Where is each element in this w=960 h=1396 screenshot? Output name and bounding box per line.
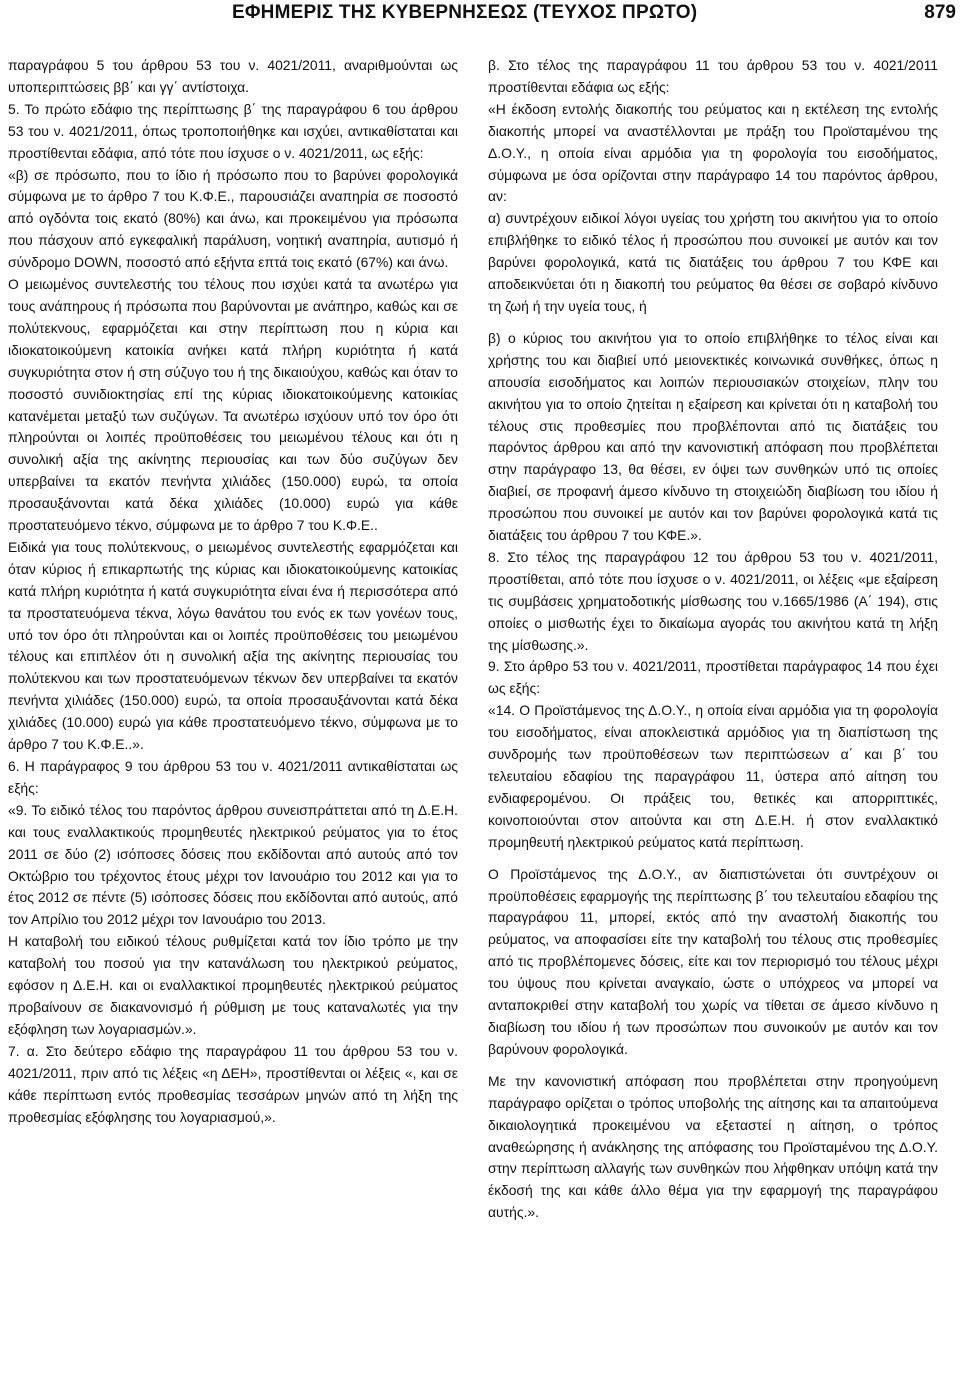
paragraph: παραγράφου 5 του άρθρου 53 του ν. 4021/2011, αναριθμούνται ως υποπεριπτώσεις ββ΄ και γγ΄ αντίστοιχα. <box>8 57 458 95</box>
left-column <box>8 55 458 1128</box>
paragraph: «Η έκδοση εντολής διακοπής του ρεύματος και η εκτέλεση της εντολής διακοπής μπορεί να αναστέλλονται με πράξη του Προϊσταμένου της Δ.Ο.Υ., η οποία είναι αρμόδια για τη φορολογία του εισοδήματος, σύμφωνα με όσα ορίζονται στην παράγραφο 14 του παρόντος άρθρου, αν: <box>488 100 938 205</box>
paragraph: 9. Στο άρθρο 53 του ν. 4021/2011, προστίθεται παράγραφος 14 που έχει ως εξής: <box>488 658 938 697</box>
paragraph: 7. α. Στο δεύτερο εδάφιο της παραγράφου 11 του άρθρου 53 του ν. 4021/2011, πριν από τις λέξεις «η ΔΕΗ», προστίθενται οι λέξεις «, και σε κάθε περίπτωση εντός προθεσμίας τεσσάρων μηνών από τη λήξη της προθεσμίας εξόφλησης του λογαριασμού,». <box>8 1042 458 1125</box>
paragraph: β. Στο τέλος της παραγράφου 11 του άρθρου 53 του ν. 4021/2011 προστίθενται εδάφια ως εξής: <box>488 57 938 95</box>
paragraph: 8. Στο τέλος της παραγράφου 12 του άρθρου 53 του ν. 4021/2011, προστίθεται, από τότε που ίσχυσε ο ν. 4021/2011, οι λέξεις «με εξαίρεση τις συμβάσεις χρηματοδοτικής μίσθωσης του ν.1665/1986 (Α΄ 194), στις οποίες ο μισθωτής έχει το δικαίωμα αγοράς του ακινήτου κατά τη λήξη της μίσθωσης.». <box>488 548 938 653</box>
paragraph: Ο Προϊστάμενος της Δ.Ο.Υ., αν διαπιστώνεται ότι συντρέχουν οι προϋποθέσεις εφαρμογής της περίπτωσης β΄ του τελευταίου εδαφίου της παραγράφου 11, μπορεί, εκτός από την αναστολή διακοπής του ρεύματος, να αποφασίσει είτε την καταβολή του τέλους στις προθεσμίες από τις προβλέπομενες δόσεις, είτε και τον περιορισμό του τέλους μέχρι του ύψους που κρίνεται αναγκαίο, ώστε ο υπόχρεος να μπορεί να ανταποκριθεί στην καταβολή του χωρίς να τίθεται σε άμεσο κίνδυνο η διαβίωση του ιδίου ή των προσώπων που συνοικούν με αυτόν και τον βαρύνουν φορολογικά. <box>488 865 938 1057</box>
paragraph: Ειδικά για τους πολύτεκνους, ο μειωμένος συντελεστής εφαρμόζεται και όταν κύριος ή επικαρπωτής της κύριας και ιδιοκατοικούμενης κατοικίας κατά πλήρη κυριότητα ή κατά συγκυριότητα είναι ένα ή περισσότερα από τα προστατευόμενα τέκνα, λόγω θανάτου του ενός εκ των γονέων τους, υπό τον όρο ότι πληρούνται και οι λοιπές προϋποθέσεις του μειωμένου τέλους και επιπλέον ότι η συνολική αξία της ακίνητης περιουσίας του πολύτεκνου και των προστατευόμενων τέκνων δεν υπερβαίνει τα εκατόν πενήντα χιλιάδες (150.000) ευρώ, τα οποία προσαυξάνονται κατά δέκα χιλιάδες (10.000) ευρώ για κάθε προστατευόμενο τέκνο, σύμφωνα με το άρθρο 7 του Κ.Φ.Ε..». <box>8 538 458 753</box>
paragraph: Με την κανονιστική απόφαση που προβλέπεται στην προηγούμενη παράγραφο ορίζεται ο τρόπος υποβολής της αίτησης και τα απαιτούμενα δικαιολογητικά προκειμένου να εξεταστεί η αίτηση, ο τρόπος αναθεώρησης ή ανάκλησης της απόφασης του Προϊσταμένου της Δ.Ο.Υ. στην περίπτωση αλλαγής των συνθηκών που λήφθηκαν υπόψη κατά την έκδοσή της και κάθε άλλο θέμα για την εφαρμογή της παραγράφου αυτής.». <box>488 1072 938 1221</box>
gazette-title: ΕΦΗΜΕΡΙΣ ΤΗΣ ΚΥΒΕΡΝΗΣΕΩΣ (ΤΕΥΧΟΣ ΠΡΩΤΟ) <box>232 2 698 23</box>
right-column <box>488 55 938 1224</box>
page-header <box>0 0 960 30</box>
paragraph: α) συντρέχουν ειδικοί λόγοι υγείας του χρήστη του ακινήτου για το οποίο επιβλήθηκε το ειδικό τέλος ή προσώπου που συνοικεί με αυτόν και τον βαρύνει φορολογικά, κατά τις διατάξεις του άρθρου 7 του ΚΦΕ και αποδεικνύεται ότι η διακοπή του ρεύματος θα θέσει σε σοβαρό κίνδυνο τη ζωή ή την υγεία τους, ή <box>488 210 938 314</box>
paragraph: β) ο κύριος του ακινήτου για το οποίο επιβλήθηκε το τέλος είναι και χρήστης του και διαβιεί υπό μειονεκτικές κοινωνικά συνθήκες, όπως η απουσία εισοδήματος και λοιπών περιουσιακών στοιχείων, πλην του ακινήτου για το οποίο ζητείται η εξαίρεση και κρίνεται ότι η καταβολή του τέλους στις προθεσμίες που προβλέπονται από τις διατάξεις του παρόντος άρθρου και από την κανονιστική απόφαση που προβλέπεται στην παράγραφο 13, θα θέσει, εν όψει των συνθηκών υπό τις οποίες διαβιεί, σε προφανή άμεσο κίνδυνο τη στοιχειώδη διαβίωση του ιδίου ή προσώπου που συνοικεί με αυτόν και τον βαρύνει φορολογικά κατά τις διατάξεις του άρθρου 7 του ΚΦΕ.». <box>488 329 938 544</box>
paragraph: «9. Το ειδικό τέλος του παρόντος άρθρου συνεισπράττεται από τη Δ.Ε.Η. και τους εναλλακτικούς προμηθευτές ηλεκτρικού ρεύματος για το έτος 2011 σε δύο (2) ισόποσες δόσεις που εκδίδονται από αυτούς από τον Οκτώβριο του τρέχοντος έτους μέχρι τον Ιανουάριο του 2012 και για το έτος 2012 σε πέντε (5) ισόποσες δόσεις που εκδίδονται από αυτούς, από τον Απρίλιο του 2012 μέχρι τον Ιανουάριο του 2013. <box>8 801 458 928</box>
paragraph: 5. Το πρώτο εδάφιο της περίπτωσης β΄ της παραγράφου 6 του άρθρου 53 του ν. 4021/2011, όπως τροποποιήθηκε και ισχύει, αντικαθίσταται και προστίθενται εδάφια, από τότε που ίσχυσε ο ν. 4021/2011, ως εξής: <box>8 100 458 161</box>
paragraph: «14. Ο Προϊστάμενος της Δ.Ο.Υ., η οποία είναι αρμόδια για τη φορολογία του εισοδήματος, είναι αποκλειστικά αρμόδιος για τη διαπίστωση της συνδρομής των προϋποθέσεων των περιπτώσεων α΄ και β΄ του τελευταίου εδαφίου της παραγράφου 11, ύστερα από αίτηση του ενδιαφερομένου. Οι πράξεις του, θετικές και απορριπτικές, κοινοποιούνται στον αιτούντα και στη Δ.Ε.Η. ή στον εναλλακτικό προμηθευτή ηλεκτρικού ρεύματος κατά περίπτωση. <box>488 702 938 850</box>
paragraph: «β) σε πρόσωπο, που το ίδιο ή πρόσωπο που το βαρύνει φορολογικά σύμφωνα με το άρθρο 7 του Κ.Φ.Ε., παρουσιάζει αναπηρία σε ποσοστό από ογδόντα τοις εκατό (80%) και άνω, και προκειμένου για πρόσωπα που πάσχουν από εγκεφαλική παράλυση, νοητική αναπηρία, αυτισμό ή σύνδρομο DOWN, ποσοστό από εξήντα επτά τοις εκατό (67%) και άνω. <box>8 166 458 271</box>
page-number: 879 <box>924 2 956 23</box>
paragraph: 6. Η παράγραφος 9 του άρθρου 53 του ν. 4021/2011 αντικαθίσταται ως εξής: <box>8 758 458 796</box>
paragraph: Ο μειωμένος συντελεστής του τέλους που ισχύει κατά τα ανωτέρω για τους ανάπηρους ή πρόσωπα που βαρύνονται με ανάπηρο, καθώς και σε πολύτεκνους, εφαρμόζεται και στην περίπτωση που η κύρια και ιδιοκατοικούμενη κατοικία ανήκει κατά πλήρη κυριότητα ή κατά συγκυριότητα στον ή στη σύζυγο του ή της δικαιούχου, καθώς και όταν το ποσοστό συνιδιοκτησίας επί της κύριας ιδιοκατοικούμενης κατοικίας κατανέμεται μεταξύ των συζύγων. Τα ανωτέρω ισχύουν υπό τον όρο ότι πληρούνται οι λοιπές προϋποθέσεις του μειωμένου τέλους και ότι η συνολική αξία της ακίνητης περιουσίας και των δύο συζύγων δεν υπερβαίνει τα εκατόν πενήντα χιλιάδες (150.000) ευρώ, τα οποία προσαυξάνονται κατά δέκα χιλιάδες (10.000) ευρώ για κάθε προστατευόμενο τέκνο, σύμφωνα με το άρθρο 7 του Κ.Φ.Ε.. <box>8 276 458 534</box>
paragraph: Η καταβολή του ειδικού τέλους ρυθμίζεται κατά τον ίδιο τρόπο με την καταβολή του ποσού για την κατανάλωση του ηλεκτρικού ρεύματος, εφόσον η Δ.Ε.Η. και οι εναλλακτικοί προμηθευτές ηλεκτρικού ρεύματος προβαίνουν σε διακανονισμό ή ρύθμιση με τους καταναλωτές για την εξόφληση των λογαριασμών.». <box>8 933 458 1037</box>
